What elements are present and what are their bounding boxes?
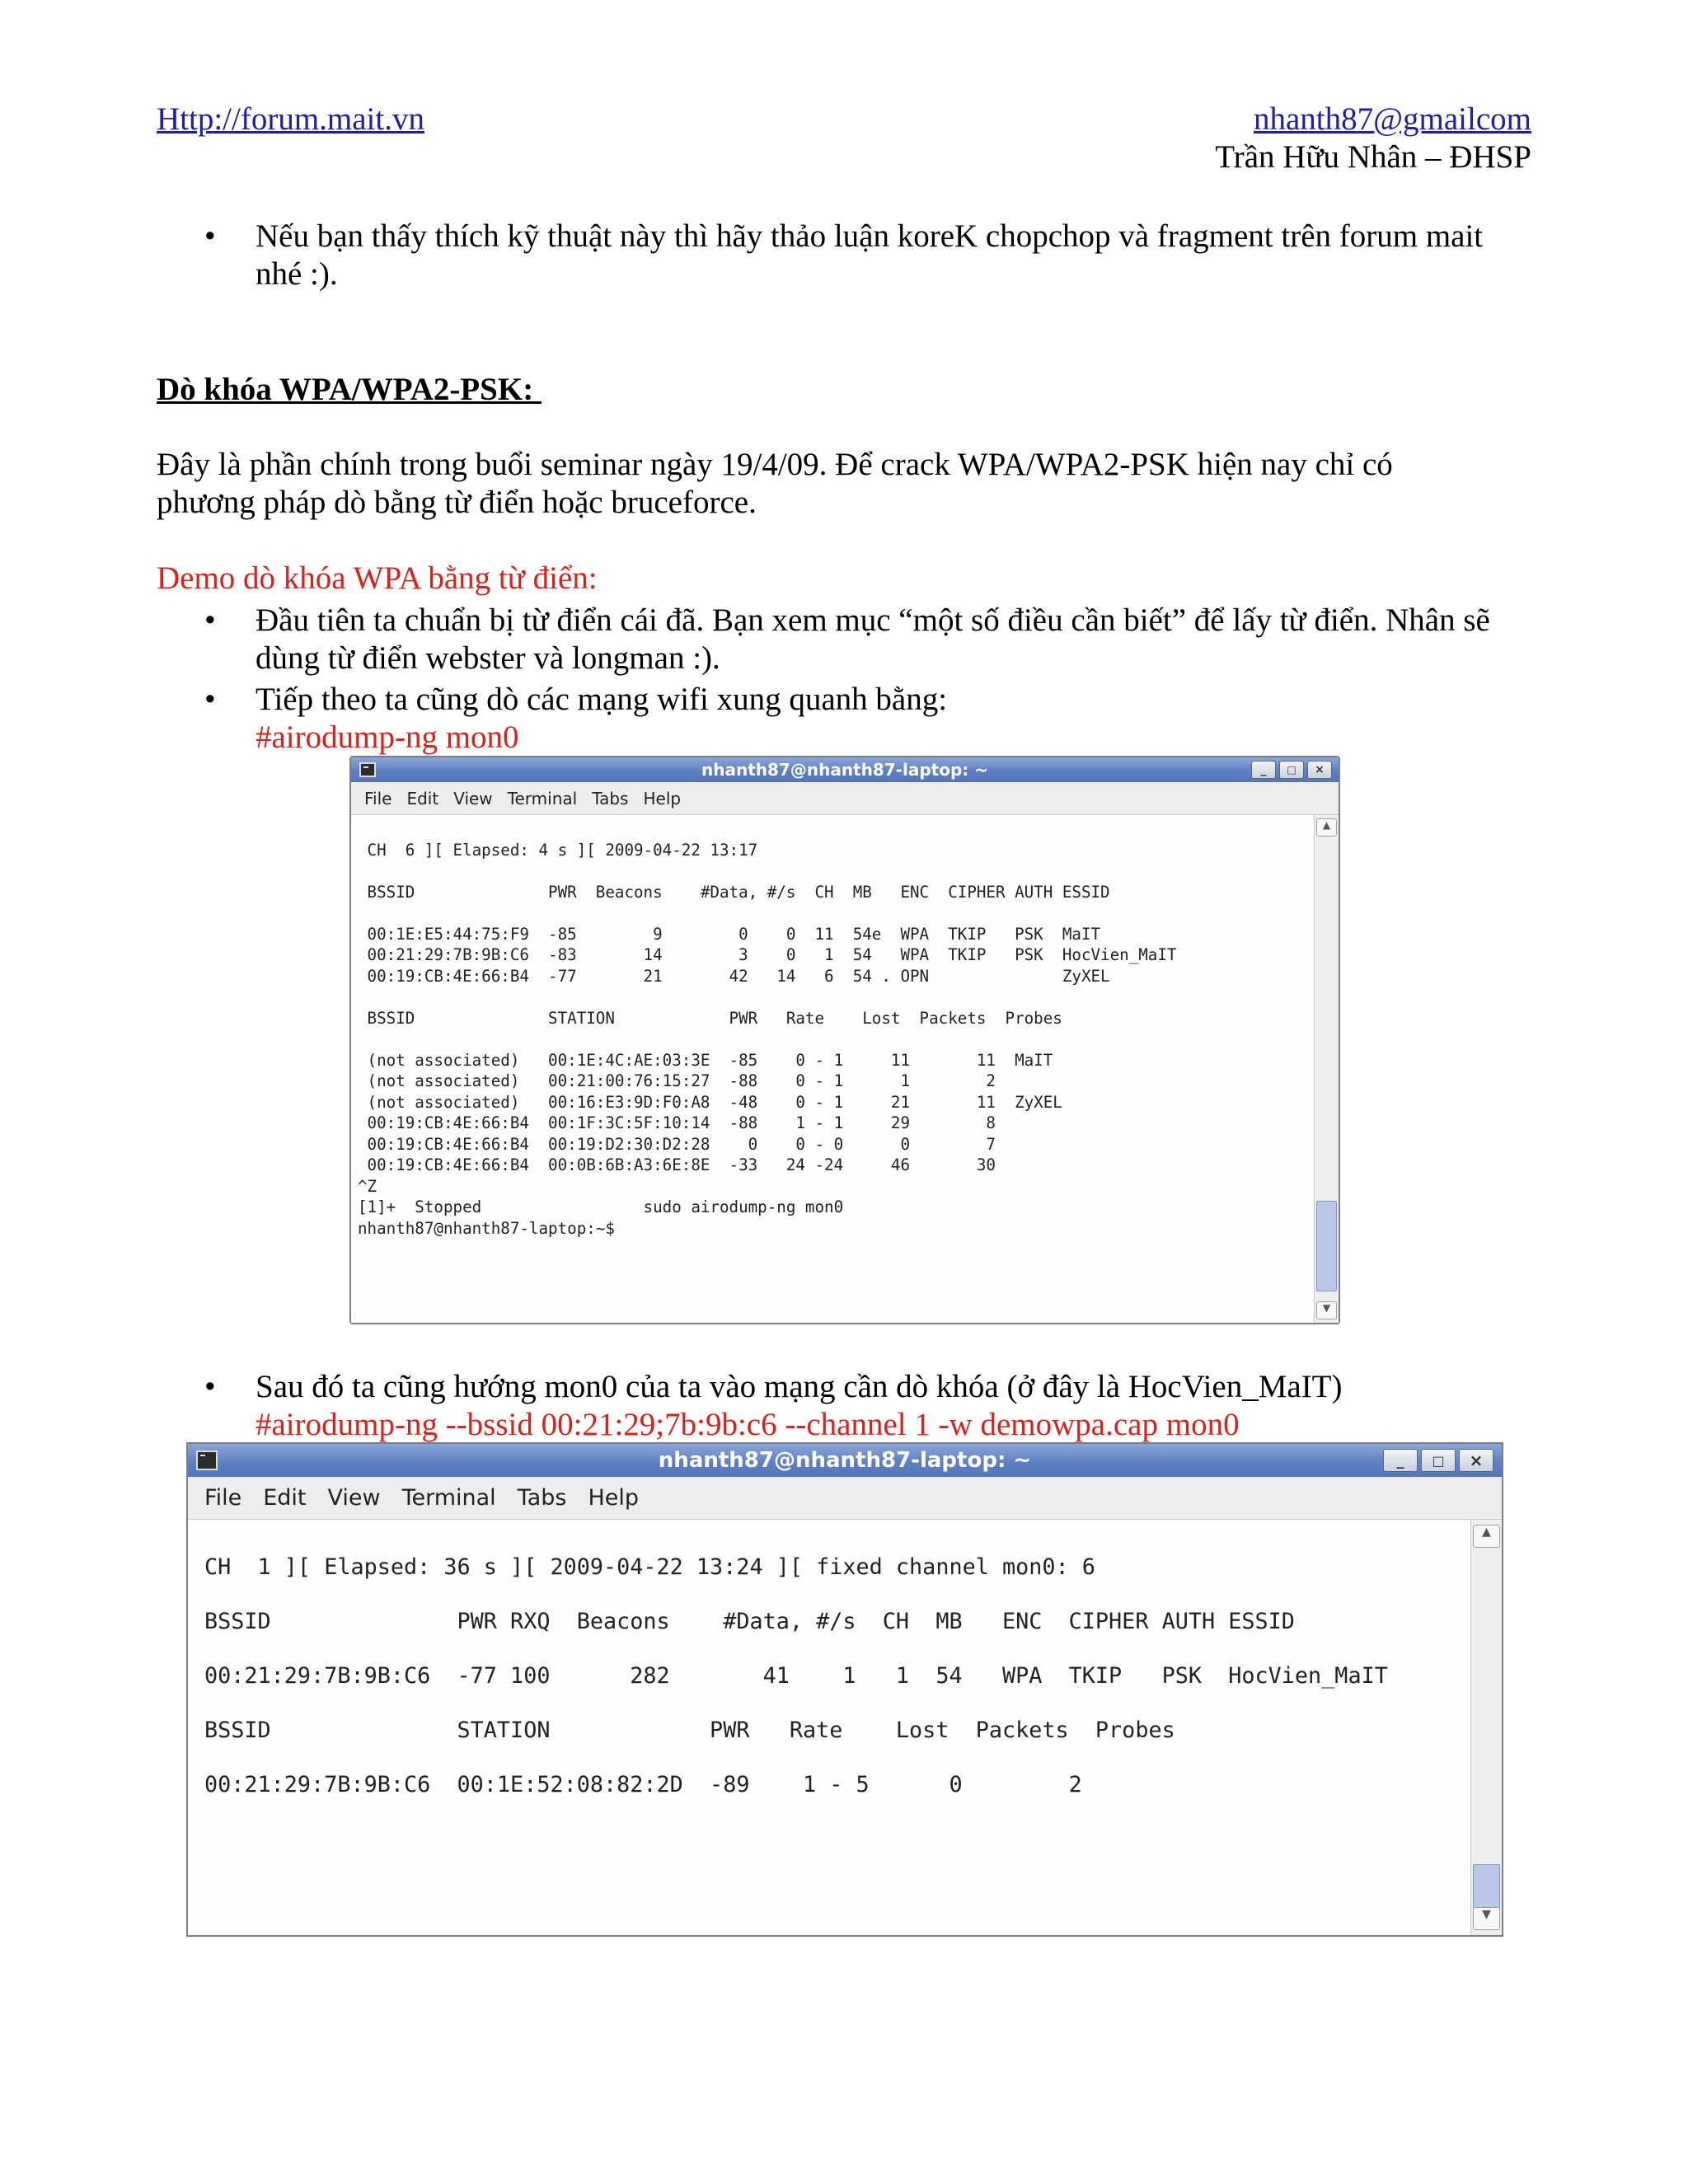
terminal-line: (not associated) 00:21:00:76:15:27 -88 0 - 1 1 2 [358, 1071, 996, 1090]
section-para-line-2: phương pháp dò bằng từ điển hoặc bruceforce. [157, 485, 757, 520]
section-para-line-1: Đây là phần chính trong buổi seminar ngày 19/4/09. Để crack WPA/WPA2-PSK hiện nay chỉ có [157, 447, 1393, 482]
terminal-line: 00:21:29:7B:9B:C6 -83 14 3 0 1 54 WPA TKIP PSK HocVien_MaIT [358, 945, 1177, 964]
terminal-output[interactable] [351, 815, 1314, 1323]
terminal-app-icon [359, 762, 376, 777]
bullet2-command: #airodump-ng mon0 [256, 719, 519, 755]
terminal-line [204, 1744, 1470, 1771]
scroll-down-arrow[interactable]: ▼ [1473, 1907, 1500, 1930]
terminal-line: nhanth87@nhanth87-laptop:~$ [358, 1218, 615, 1238]
scroll-up-arrow[interactable]: ▲ [1316, 818, 1337, 837]
menu-tabs[interactable]: Tabs [592, 788, 629, 808]
terminal-menubar [351, 782, 1339, 815]
terminal-menubar [188, 1477, 1502, 1520]
terminal-line: 00:19:CB:4E:66:B4 00:0B:6B:A3:6E:8E -33 24 -24 46 30 [358, 1155, 996, 1174]
terminal-titlebar[interactable] [351, 757, 1339, 782]
terminal-scrollbar[interactable] [1470, 1520, 1502, 1935]
menu-tabs[interactable]: Tabs [517, 1485, 567, 1511]
menu-edit[interactable]: Edit [263, 1485, 307, 1511]
minimize-button[interactable]: _ [1251, 761, 1276, 779]
menu-view[interactable]: View [453, 788, 493, 808]
terminal-line [358, 902, 1314, 924]
menu-terminal[interactable]: Terminal [507, 788, 578, 808]
terminal-line: 00:19:CB:4E:66:B4 00:1F:3C:5F:10:14 -88 1 - 1 29 8 [358, 1113, 996, 1132]
scroll-up-arrow[interactable]: ▲ [1473, 1525, 1500, 1548]
terminal-line: ^Z [358, 1176, 377, 1196]
terminal-line: (not associated) 00:1E:4C:AE:03:3E -85 0 - 1 11 11 MaIT [358, 1050, 1053, 1070]
terminal-line [358, 987, 1314, 1008]
minimize-button[interactable]: _ [1383, 1449, 1418, 1472]
terminal-app-icon [196, 1451, 218, 1470]
close-button[interactable]: × [1459, 1449, 1493, 1472]
terminal-line: CH 1 ][ Elapsed: 36 s ][ 2009-04-22 13:24 ][ fixed channel mon0: 6 [204, 1554, 1095, 1580]
terminal-line [358, 1029, 1314, 1050]
bullet1-line-1: Đầu tiên ta chuẩn bị từ điển cái đã. Bạn xem mục “một số điều cần biết” để lấy từ điển. Nhân sẽ [256, 602, 1490, 638]
terminal-line [204, 1635, 1470, 1662]
terminal-title: nhanth87@nhanth87-laptop: ~ [658, 1448, 1032, 1473]
terminal-line: BSSID PWR Beacons #Data, #/s CH MB ENC CIPHER AUTH ESSID [358, 882, 1110, 902]
demo-title: Demo dò khóa WPA bằng từ điển: [157, 560, 598, 596]
terminal-line: 00:19:CB:4E:66:B4 -77 21 42 14 6 54 . OPN ZyXEL [358, 966, 1110, 986]
terminal-line: [1]+ Stopped sudo airodump-ng mon0 [358, 1197, 844, 1216]
bullet1-line-2: dùng từ điển webster và longman :). [256, 640, 720, 676]
terminal-line [204, 1526, 1470, 1554]
terminal-line [358, 818, 1314, 840]
terminal-scrollbar[interactable] [1314, 815, 1339, 1323]
menu-view[interactable]: View [327, 1485, 381, 1511]
forum-link[interactable]: Http://forum.mait.vn [157, 101, 424, 137]
terminal-line: BSSID PWR RXQ Beacons #Data, #/s CH MB ENC CIPHER AUTH ESSID [204, 1609, 1295, 1634]
terminal-title: nhanth87@nhanth87-laptop: ~ [701, 760, 988, 780]
maximize-button[interactable]: □ [1279, 761, 1304, 779]
bullet3-command: #airodump-ng --bssid 00:21:29;7b:9b:c6 --channel 1 -w demowpa.cap mon0 [256, 1407, 1240, 1442]
scrollbar-thumb[interactable] [1316, 1201, 1337, 1291]
terminal-line [358, 860, 1314, 882]
bullet-dot: • [204, 602, 216, 638]
menu-edit[interactable]: Edit [406, 788, 439, 808]
terminal-line: 00:21:29:7B:9B:C6 00:1E:52:08:82:2D -89 1 - 5 0 2 [204, 1772, 1082, 1797]
terminal-line: 00:1E:E5:44:75:F9 -85 9 0 0 11 54e WPA TKIP PSK MaIT [358, 924, 1101, 944]
intro-line-2: nhé :). [256, 256, 338, 292]
menu-file[interactable]: File [204, 1485, 242, 1511]
bullet2-line-1: Tiếp theo ta cũng dò các mạng wifi xung quanh bằng: [256, 682, 948, 717]
terminal-line: 00:21:29:7B:9B:C6 -77 100 282 41 1 1 54 WPA TKIP PSK HocVien_MaIT [204, 1663, 1388, 1689]
bullet-dot: • [204, 1369, 216, 1404]
scrollbar-thumb[interactable] [1473, 1864, 1500, 1914]
email-link[interactable]: nhanth87@gmailcom [1253, 101, 1531, 137]
close-button[interactable]: × [1307, 761, 1332, 779]
terminal-window-2 [186, 1442, 1503, 1937]
terminal-line: BSSID STATION PWR Rate Lost Packets Probes [204, 1718, 1175, 1743]
terminal-output[interactable] [188, 1520, 1470, 1935]
author-line: Trần Hữu Nhân – ĐHSP [1215, 139, 1531, 175]
terminal-window-1 [349, 756, 1340, 1324]
section-heading: Dò khóa WPA/WPA2-PSK: [157, 372, 542, 407]
maximize-button[interactable]: □ [1421, 1449, 1456, 1472]
terminal-line: CH 6 ][ Elapsed: 4 s ][ 2009-04-22 13:17 [358, 840, 758, 860]
terminal-line: 00:19:CB:4E:66:B4 00:19:D2:30:D2:28 0 0 - 0 0 7 [358, 1134, 996, 1154]
intro-line-1: Nếu bạn thấy thích kỹ thuật này thì hãy thảo luận koreK chopchop và fragment trên forum mait [256, 218, 1484, 254]
bullet-dot: • [204, 218, 216, 254]
scroll-down-arrow[interactable]: ▼ [1316, 1301, 1337, 1319]
bullet-dot: • [204, 682, 216, 717]
menu-terminal[interactable]: Terminal [401, 1485, 496, 1511]
bullet3-line-1: Sau đó ta cũng hướng mon0 của ta vào mạng cần dò khóa (ở đây là HocVien_MaIT) [256, 1369, 1343, 1404]
terminal-line: BSSID STATION PWR Rate Lost Packets Probes [358, 1008, 1062, 1028]
terminal-titlebar[interactable] [188, 1444, 1502, 1477]
terminal-line [204, 1690, 1470, 1717]
terminal-line [204, 1581, 1470, 1608]
terminal-line: (not associated) 00:16:E3:9D:F0:A8 -48 0 - 1 21 11 ZyXEL [358, 1092, 1062, 1112]
menu-help[interactable]: Help [643, 788, 682, 808]
menu-help[interactable]: Help [588, 1485, 640, 1511]
menu-file[interactable]: File [364, 788, 392, 808]
